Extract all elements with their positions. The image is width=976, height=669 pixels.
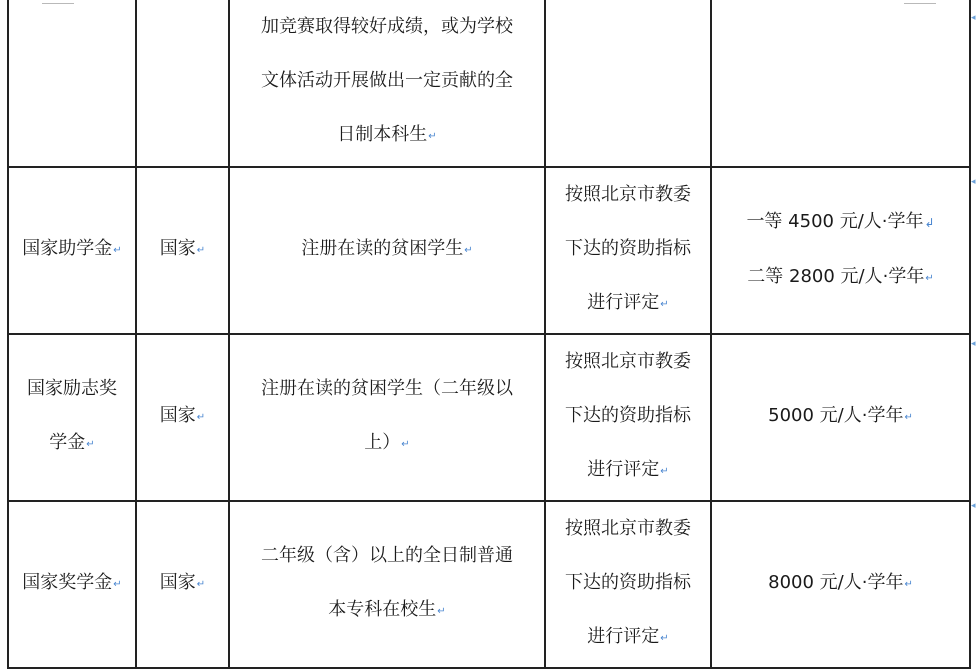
condition-line: 加竞赛取得较好成绩，或为学校 [261, 15, 513, 37]
cell-method[interactable] [545, 501, 711, 668]
cell-condition[interactable] [229, 167, 545, 334]
method-line: 进行评定 [587, 459, 660, 480]
method-line: 进行评定 [587, 626, 660, 647]
cell-amount[interactable] [711, 167, 970, 334]
edge-marker: ◂ [971, 501, 976, 511]
table-row-continuation [8, 0, 970, 167]
condition-line: 日制本科生↵ [337, 123, 437, 145]
method-line: 按照北京市教委 [565, 184, 691, 205]
method-line: 下达的资助指标 [565, 238, 691, 259]
paragraph-mark-icon: ↵ [196, 579, 206, 590]
cell-name[interactable] [8, 334, 136, 501]
paragraph-mark-icon: ↵ [660, 633, 669, 644]
cell-condition[interactable] [229, 501, 545, 668]
amount-line: 5000 元/人·学年 [768, 405, 904, 426]
amount-line: 8000 元/人·学年 [768, 572, 904, 593]
cell-level[interactable] [136, 167, 229, 334]
method-line: 按照北京市教委 [565, 518, 691, 539]
paragraph-mark-icon: ↵ [437, 606, 446, 617]
table-row [8, 167, 970, 334]
level-text: 国家 [159, 238, 196, 259]
cell-level[interactable] [136, 501, 229, 668]
paragraph-mark-icon: ↵ [925, 272, 934, 284]
cell-condition[interactable] [229, 334, 545, 501]
paragraph-mark-icon: ↵ [86, 439, 95, 450]
scholarship-name: 国家奖学金 [22, 572, 113, 593]
condition-line: 注册在读的贫困学生 [301, 238, 464, 259]
cell-amount-empty[interactable] [711, 0, 970, 167]
cell-name[interactable] [8, 167, 136, 334]
level-text: 国家 [159, 572, 196, 593]
cell-name[interactable] [8, 501, 136, 668]
paragraph-mark-icon: ↵ [401, 439, 410, 450]
cell-level[interactable] [136, 334, 229, 501]
paragraph-mark-icon: ↵ [113, 579, 122, 590]
line-break-icon: ↲ [924, 215, 935, 230]
paragraph-mark-icon: ↵ [196, 245, 206, 256]
condition-line: 本专科在校生 [328, 599, 437, 620]
paragraph-mark-icon: ↵ [904, 412, 913, 423]
scholarship-table [7, 0, 971, 669]
scholarship-name: 国家助学金 [22, 238, 113, 259]
method-line: 下达的资助指标 [565, 572, 691, 593]
condition-line: 上） [364, 432, 401, 453]
method-line: 下达的资助指标 [565, 405, 691, 426]
method-line: 进行评定 [587, 292, 660, 313]
cell-method[interactable] [545, 167, 711, 334]
condition-line: 文体活动开展做出一定贡献的全 [261, 69, 513, 91]
edge-marker: ◂ [971, 177, 976, 187]
table-row [8, 501, 970, 668]
cell-name-empty[interactable] [8, 0, 136, 167]
condition-line: 注册在读的贫困学生（二年级以 [261, 378, 513, 399]
amount-line: 二等 2800 元/人·学年 [747, 265, 925, 287]
paragraph-mark-icon: ↵ [464, 245, 473, 256]
paragraph-mark-icon: ↵ [428, 130, 437, 142]
table-row [8, 334, 970, 501]
paragraph-mark-icon: ↵ [660, 299, 669, 310]
cell-method[interactable] [545, 334, 711, 501]
scholarship-name-line: 学金 [49, 432, 86, 453]
scholarship-name-line: 国家励志奖 [27, 378, 117, 399]
amount-line: 一等 4500 元/人·学年 [746, 210, 924, 232]
method-line: 按照北京市教委 [565, 351, 691, 372]
condition-line: 二年级（含）以上的全日制普通 [261, 545, 513, 566]
cell-amount[interactable] [711, 334, 970, 501]
cell-amount[interactable] [711, 501, 970, 668]
cell-method-empty[interactable] [545, 0, 711, 167]
edge-marker: ◂ [971, 339, 976, 349]
level-text: 国家 [159, 405, 196, 426]
paragraph-mark-icon: ↵ [660, 466, 669, 477]
cell-level-empty[interactable] [136, 0, 229, 167]
edge-marker: ◂ [971, 13, 976, 23]
paragraph-mark-icon: ↵ [904, 579, 913, 590]
cell-condition[interactable] [229, 0, 545, 167]
paragraph-mark-icon: ↵ [113, 245, 122, 256]
paragraph-mark-icon: ↵ [196, 412, 206, 423]
